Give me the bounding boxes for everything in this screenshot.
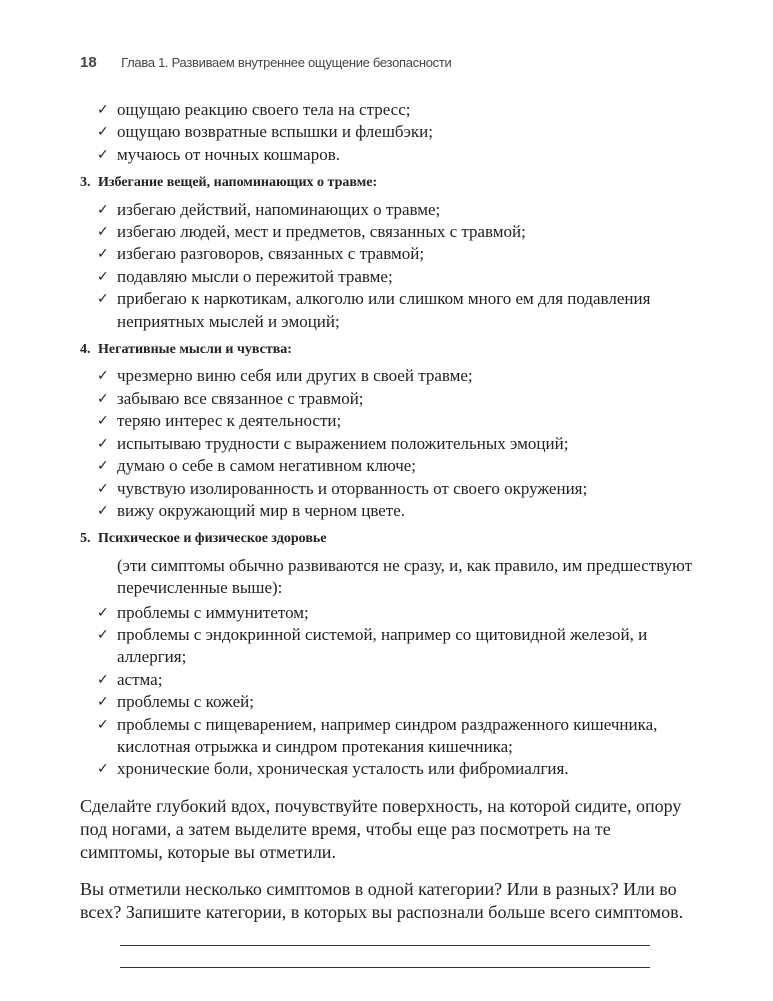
checklist-item xyxy=(97,99,698,121)
check-icon: ✓ xyxy=(97,201,109,218)
section-heading xyxy=(80,339,698,361)
section-heading xyxy=(80,172,698,194)
check-icon: ✓ xyxy=(97,604,109,621)
checklist-item-text: избегаю разговоров, связанных с травмой; xyxy=(117,244,425,264)
intro-checklist xyxy=(80,99,698,166)
checklist-item-text: испытываю трудности с выражением положительных эмоций; xyxy=(117,433,569,453)
checklist-item xyxy=(97,478,698,500)
checklist-item-text: избегаю действий, напоминающих о травме; xyxy=(117,199,441,219)
running-header xyxy=(80,54,452,72)
checklist-item-text: мучаюсь от ночных кошмаров. xyxy=(117,144,340,164)
checklist-item xyxy=(97,758,698,780)
check-icon: ✓ xyxy=(97,368,109,385)
checklist-item xyxy=(97,365,698,387)
check-icon: ✓ xyxy=(97,626,109,643)
checklist-item-text: проблемы с кожей; xyxy=(117,692,254,712)
section-heading xyxy=(80,528,698,550)
checklist-item xyxy=(97,691,698,713)
check-icon: ✓ xyxy=(97,102,109,118)
checklist-item xyxy=(97,624,698,669)
check-icon: ✓ xyxy=(97,502,109,519)
section-number: 5. xyxy=(80,531,91,547)
check-icon: ✓ xyxy=(97,224,109,241)
checklist-item-text: прибегаю к наркотикам, алкоголю или слишком много ем для подавления неприятных мыслей и эмоций; xyxy=(117,289,651,331)
section-note: (эти симптомы обычно развиваются не сразу, и, как правило, им предшествуют перечисленные выше): xyxy=(117,555,693,598)
check-icon: ✓ xyxy=(97,480,109,497)
section-number: 3. xyxy=(80,175,91,191)
check-icon: ✓ xyxy=(97,716,109,733)
chapter-title: Глава 1. Развиваем внутреннее ощущение безопасности xyxy=(121,55,452,70)
page-content xyxy=(80,99,698,968)
checklist-item-text: забываю все связанное с травмой; xyxy=(117,388,364,408)
checklist-item xyxy=(97,221,698,243)
checklist-item-text: астма; xyxy=(117,669,163,689)
checklist-item xyxy=(97,388,698,410)
checklist-item xyxy=(97,602,698,624)
checklist-item-text: проблемы с иммунитетом; xyxy=(117,602,309,622)
checklist-item xyxy=(97,433,698,455)
paragraph: Вы отметили несколько симптомов в одной категории? Или в разных? Или во всех? Запишите категории, в которых вы распознали больше всего симптомов. xyxy=(80,878,684,922)
checklist-item-text: проблемы с эндокринной системой, например со щитовидной железой, и аллергия; xyxy=(117,624,648,667)
check-icon: ✓ xyxy=(97,390,109,407)
checklist-item-text: чрезмерно виню себя или других в своей травме; xyxy=(117,366,473,386)
check-icon: ✓ xyxy=(97,246,109,263)
checklist-item-text: думаю о себе в самом негативном ключе; xyxy=(117,456,417,476)
section-title: Психическое и физическое здоровье xyxy=(98,531,327,547)
check-icon: ✓ xyxy=(97,761,109,778)
check-icon: ✓ xyxy=(97,268,109,285)
answer-line[interactable] xyxy=(120,946,650,968)
checklist-item-text: теряю интерес к деятельности; xyxy=(117,411,342,431)
check-icon: ✓ xyxy=(97,458,109,475)
section-checklist xyxy=(80,365,698,522)
checklist-item xyxy=(97,714,698,759)
check-icon: ✓ xyxy=(97,694,109,711)
check-icon: ✓ xyxy=(97,435,109,452)
checklist-item-text: хронические боли, хроническая усталость или фибромиалгия. xyxy=(117,759,569,779)
section-checklist xyxy=(80,199,698,333)
page-number: 18 xyxy=(80,54,97,71)
checklist-item xyxy=(97,144,698,166)
checklist-item xyxy=(97,266,698,288)
section-number: 4. xyxy=(80,342,91,358)
section-title: Негативные мысли и чувства: xyxy=(98,342,292,358)
checklist-item xyxy=(97,455,698,477)
checklist-item xyxy=(97,500,698,522)
check-icon: ✓ xyxy=(97,413,109,430)
check-icon: ✓ xyxy=(97,124,109,141)
answer-line[interactable] xyxy=(120,924,650,946)
checklist-item xyxy=(97,669,698,691)
checklist-item-text: избегаю людей, мест и предметов, связанных с травмой; xyxy=(117,222,526,242)
checklist-item-text: чувствую изолированность и оторванность от своего окружения; xyxy=(117,478,588,498)
paragraph: Сделайте глубокий вдох, почувствуйте поверхность, на которой сидите, опору под ногами, а затем выделите время, чтобы еще раз посмотреть на те симптомы, которые вы отметили. xyxy=(80,795,682,862)
checklist-item-text: ощущаю реакцию своего тела на стресс; xyxy=(117,100,411,119)
checklist-item-text: подавляю мысли о пережитой травме; xyxy=(117,266,393,286)
checklist-item-text: проблемы с пищеварением, например синдром раздраженного кишечника, кислотная отрыжка и синдром протекания кишечника; xyxy=(117,714,658,756)
checklist-item xyxy=(97,243,698,265)
section-checklist xyxy=(80,602,698,781)
checklist-item xyxy=(97,121,698,143)
check-icon: ✓ xyxy=(97,291,109,308)
checklist-item xyxy=(97,410,698,432)
check-icon: ✓ xyxy=(97,671,109,688)
checklist-item xyxy=(97,199,698,221)
check-icon: ✓ xyxy=(97,146,109,163)
checklist-item-text: вижу окружающий мир в черном цвете. xyxy=(117,500,406,520)
checklist-item-text: ощущаю возвратные вспышки и флешбэки; xyxy=(117,122,433,142)
section-title: Избегание вещей, напоминающих о травме: xyxy=(98,175,378,191)
checklist-item xyxy=(97,288,698,333)
